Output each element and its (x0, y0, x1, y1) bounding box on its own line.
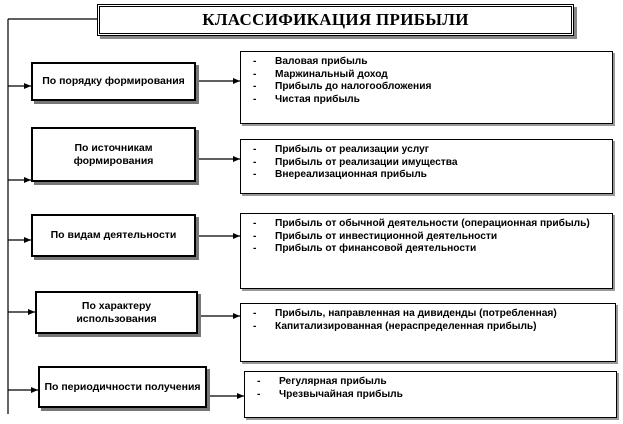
category-box-formation-sources (31, 127, 196, 182)
category-label: По характеру использования (76, 299, 157, 325)
list-item: - Прибыль от финансовой деятельности (253, 243, 606, 256)
category-label: По видам деятельности (50, 229, 177, 241)
category-box-receipt-periodicity (38, 366, 207, 408)
title-box (97, 4, 574, 36)
list-item: - Капитализированная (нераспределенная прибыль) (253, 321, 609, 334)
list-item: - Чистая прибыль (253, 94, 606, 107)
category-label: По порядку формирования (42, 75, 185, 87)
items-box-usage-nature (240, 303, 616, 362)
list-item: - Внереализационная прибыль (253, 169, 606, 182)
category-box-usage-nature (35, 291, 198, 334)
list-item: - Маржинальный доход (253, 69, 606, 82)
category-label: По источникам формирования (73, 141, 154, 167)
category-box-activity-types (31, 214, 196, 257)
list-item: - Регулярная прибыль (257, 376, 610, 389)
diagram-title: КЛАССИФИКАЦИЯ ПРИБЫЛИ (202, 10, 469, 29)
list-item: - Прибыль до налогообложения (253, 81, 606, 94)
items-box-formation-order (240, 51, 613, 124)
list-item: - Прибыль от реализации имущества (253, 157, 606, 170)
category-box-formation-order (31, 62, 196, 101)
list-item: - Прибыль, направленная на дивиденды (потребленная) (253, 308, 609, 321)
items-box-formation-sources (240, 139, 613, 194)
list-item: - Валовая прибыль (253, 56, 606, 69)
category-label: По периодичности получения (44, 380, 201, 393)
list-item: - Прибыль от обычной деятельности (операционная прибыль) (253, 218, 606, 231)
items-box-activity-types (240, 213, 613, 289)
list-item: - Чрезвычайная прибыль (257, 389, 610, 402)
list-item: - Прибыль от инвестиционной деятельности (253, 231, 606, 244)
items-box-receipt-periodicity (244, 371, 617, 418)
list-item: - Прибыль от реализации услуг (253, 144, 606, 157)
